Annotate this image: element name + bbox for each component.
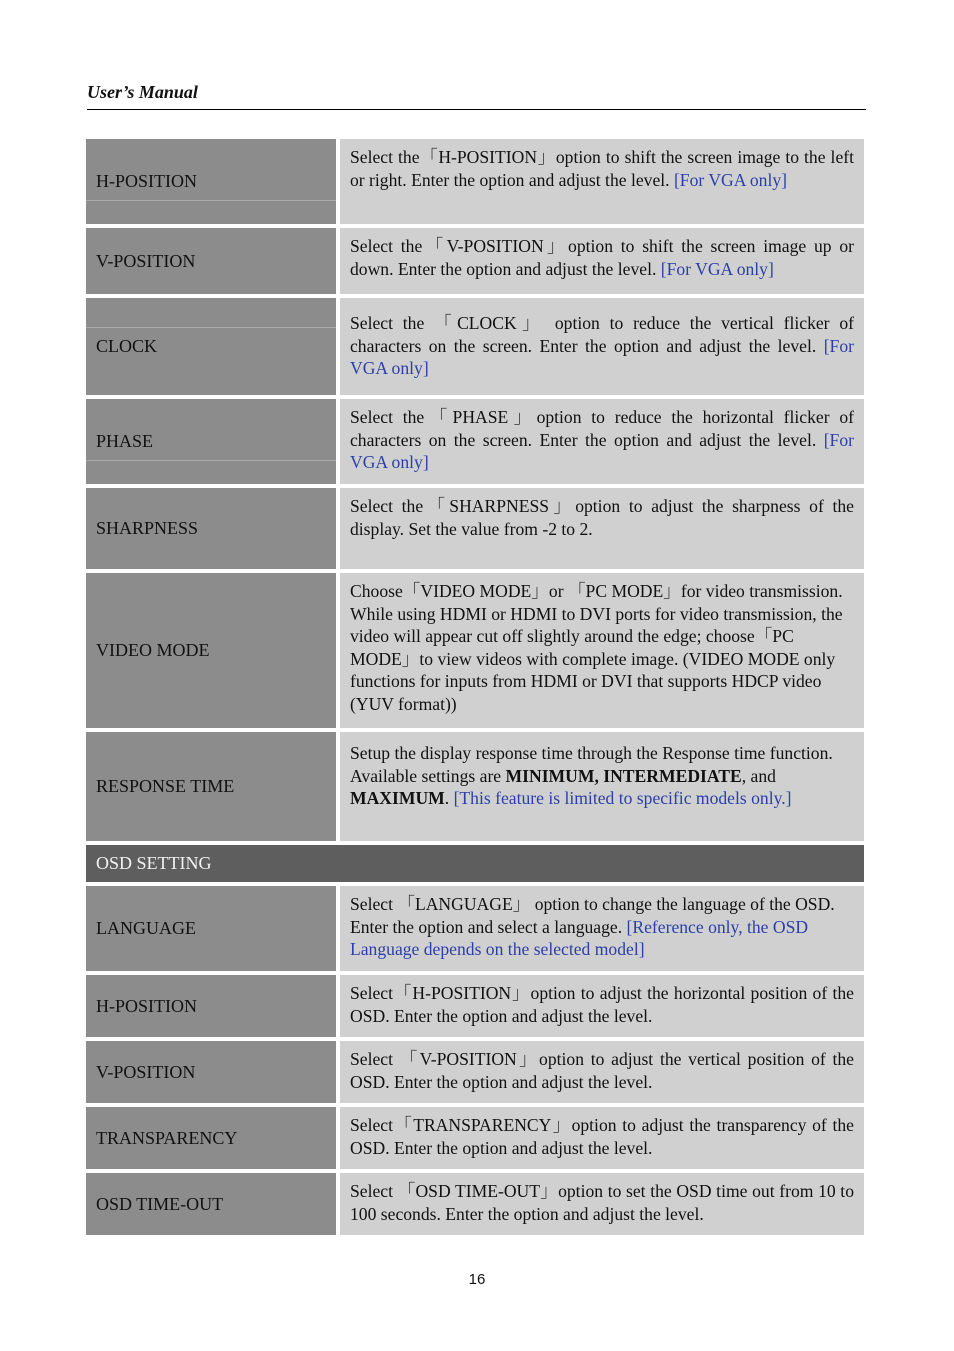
description-text: Setup the display response time through the Response time function. Available settings are [350,743,833,786]
row-label: VIDEO MODE [86,573,336,728]
row-description [340,139,864,224]
description-text: Choose「VIDEO MODE」or 「PC MODE」for video transmission. While using HDMI or HDMI to DVI ports for video transmission, the video will appear cut off slightly around the edge; choose「PC MODE」to view videos with complete image. (VIDEO MODE only functions for inputs from HDMI or DVI that supports HDCP video (YUV format)) [350,581,843,714]
row-description [340,488,864,569]
row-label: H-POSITION [86,975,336,1037]
description-text: Select 「LANGUAGE」 option to change the language of the OSD. Enter the option and select a language. [350,894,835,937]
settings-table [86,139,864,1239]
note-text: [Reference only, the OSD Language depends on the selected model] [350,916,809,959]
table-row [86,886,864,971]
row-label: LANGUAGE [86,886,336,971]
description-text: , and [741,765,776,786]
table-row [86,975,864,1037]
description-text: Select the「SHARPNESS」option to adjust the sharpness of the display. Set the value from -2 to 2. [350,496,854,539]
table-row [86,399,864,484]
manual-title: User’s Manual [87,82,198,102]
page-header [87,81,866,110]
table-row [86,732,864,841]
note-text: [For VGA only] [660,258,774,279]
row-label: OSD TIME-OUT [86,1173,336,1235]
row-label: TRANSPARENCY [86,1107,336,1169]
description-text: Select the「H-POSITION」option to shift the screen image to the left or right. Enter the option and adjust the level. [350,147,854,190]
table-row [86,139,864,224]
description-text: Select 「V-POSITION」option to adjust the vertical position of the OSD. Enter the option and adjust the level. [350,1049,854,1092]
table-row [86,1173,864,1235]
table-row [86,1041,864,1103]
row-description [340,228,864,294]
row-label: SHARPNESS [86,488,336,569]
table-row [86,488,864,569]
table-row [86,298,864,395]
row-description [340,1107,864,1169]
row-label: CLOCK [86,298,336,395]
row-label: V-POSITION [86,1041,336,1103]
row-label: PHASE [86,399,336,484]
row-description [340,732,864,841]
row-label: H-POSITION [86,139,336,224]
note-text: [This feature is limited to specific models only.] [453,788,792,808]
bold-text: MINIMUM, INTERMEDIATE [505,765,742,786]
section-header-osd-setting: OSD SETTING [86,845,864,882]
row-description [340,298,864,395]
note-text: [For VGA only] [673,169,788,190]
row-description [340,975,864,1037]
bold-text: MAXIMUM [350,788,445,808]
page-number: 16 [468,1271,486,1288]
row-description [340,886,864,971]
description-text: Select the 「CLOCK」 option to reduce the vertical flicker of characters on the screen. Enter the option and adjust the level. [350,313,854,356]
description-text: . [444,788,454,808]
row-description [340,573,864,728]
row-description [340,399,864,484]
description-text: Select「H-POSITION」option to adjust the horizontal position of the OSD. Enter the option and adjust the level. [350,983,854,1026]
row-label: V-POSITION [86,228,336,294]
table-row [86,1107,864,1169]
description-text: Select the「PHASE」option to reduce the horizontal flicker of characters on the screen. Enter the option and adjust the level. [350,407,854,450]
note-text: [For VGA only] [350,335,854,378]
row-description [340,1173,864,1235]
description-text: Select the「V-POSITION」option to shift the screen image up or down. Enter the option and adjust the level. [350,236,854,279]
note-text: [For VGA only] [350,429,854,472]
row-label: RESPONSE TIME [86,732,336,841]
table-row [86,228,864,294]
description-text: Select 「OSD TIME-OUT」option to set the OSD time out from 10 to 100 seconds. Enter the option and adjust the level. [350,1181,854,1224]
table-row [86,573,864,728]
row-description [340,1041,864,1103]
description-text: Select「TRANSPARENCY」option to adjust the transparency of the OSD. Enter the option and adjust the level. [350,1115,854,1158]
